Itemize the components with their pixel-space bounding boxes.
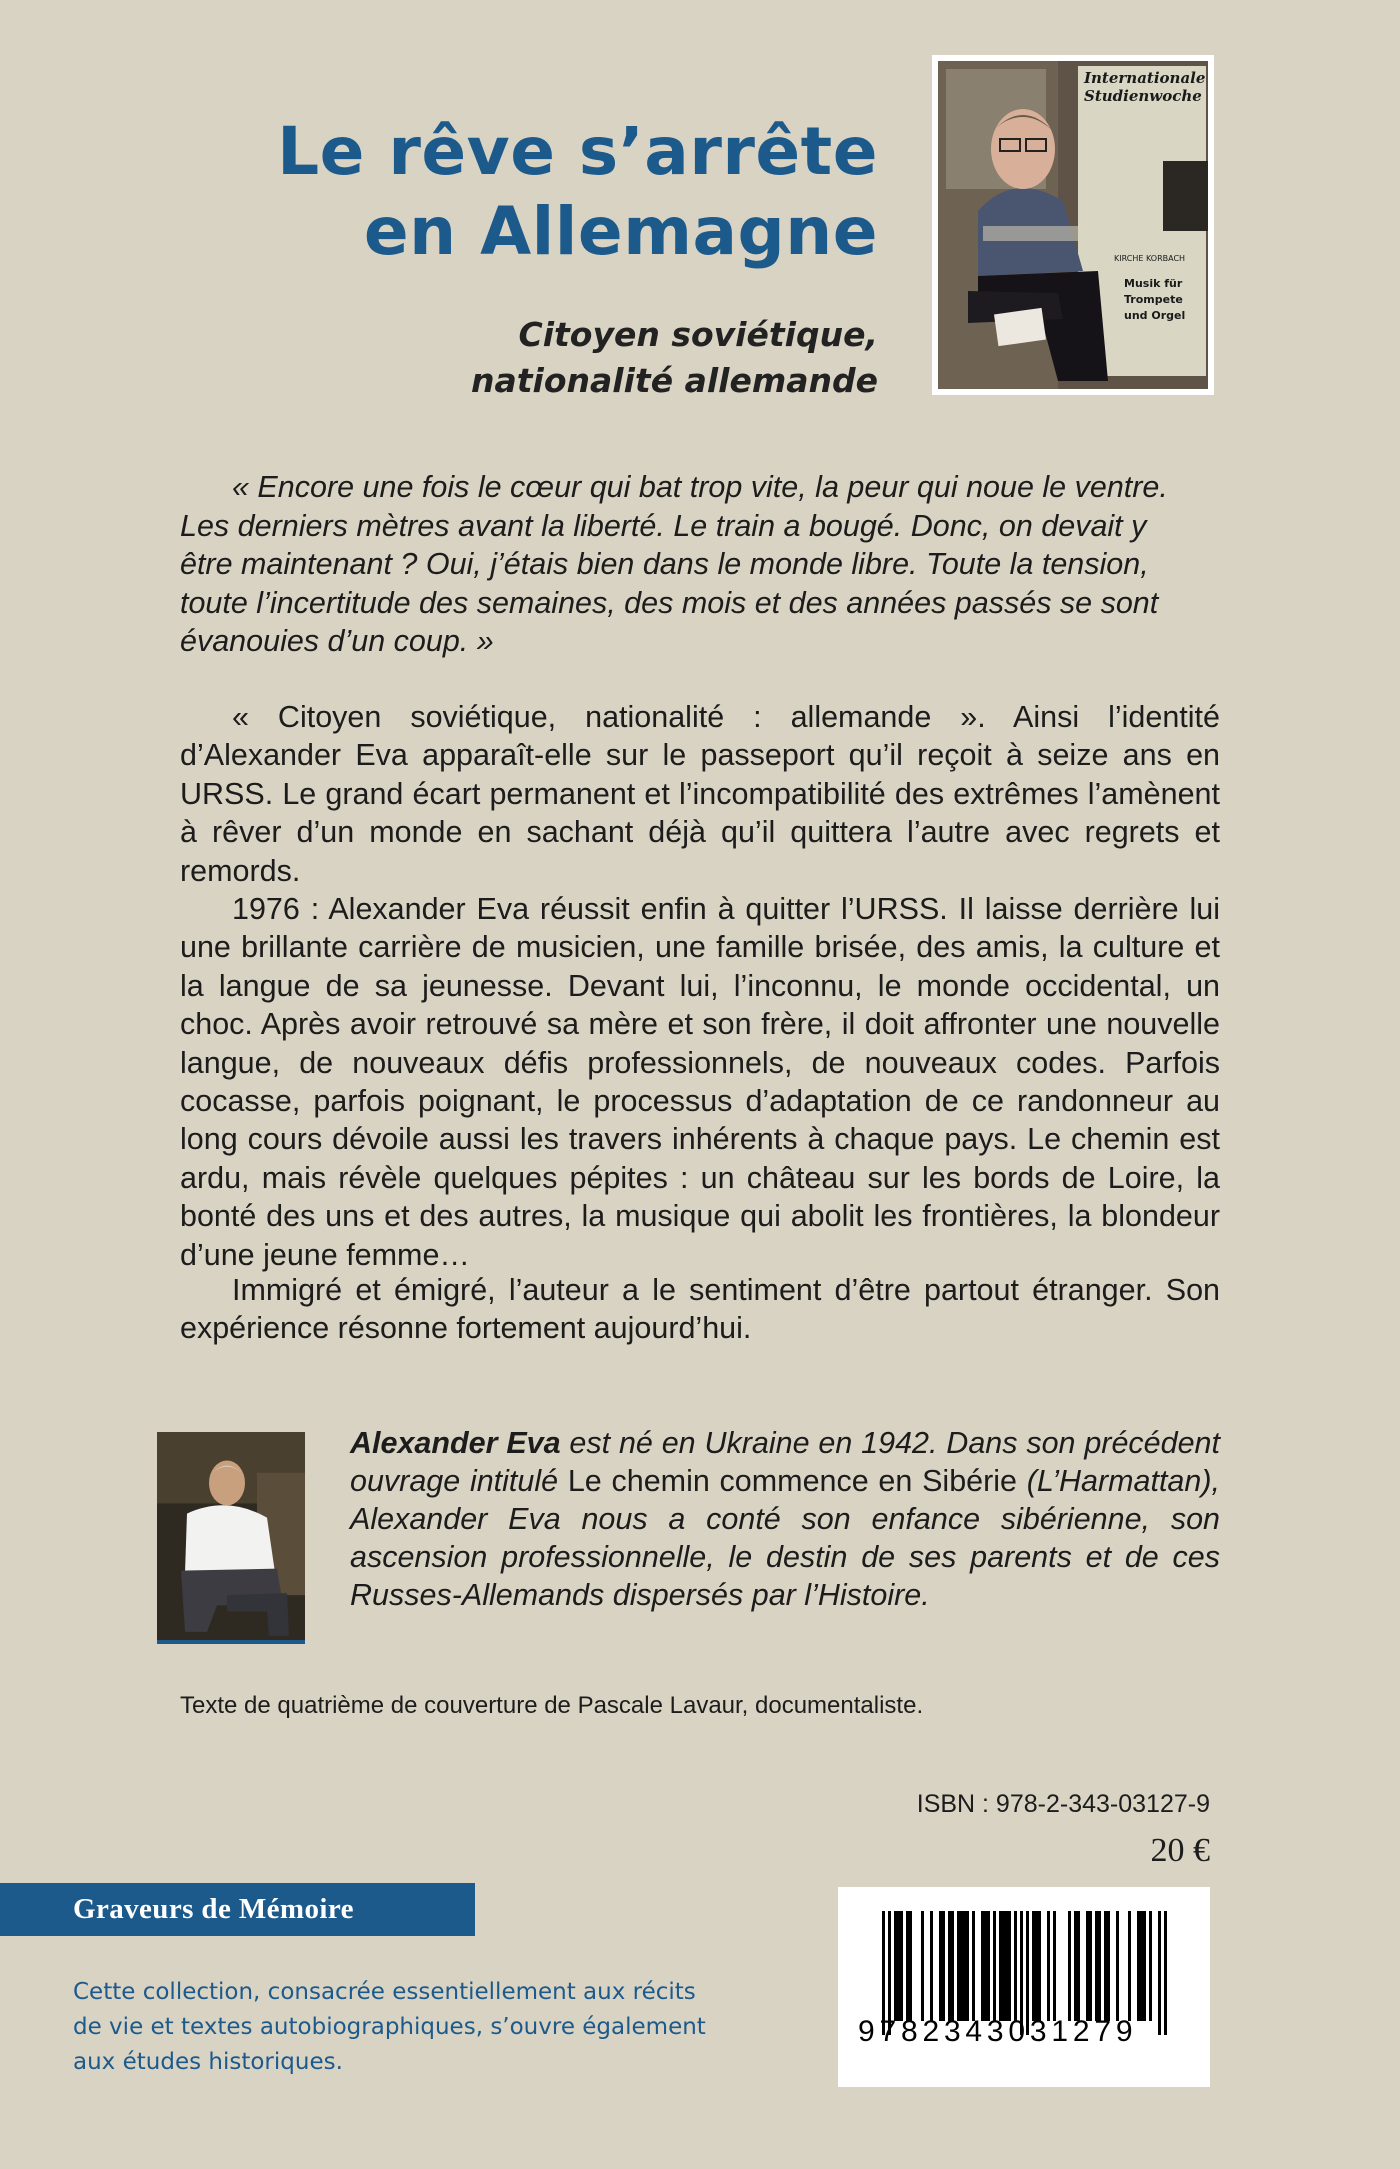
barcode-bar <box>1128 1911 1131 2021</box>
poster-line-3: und Orgel <box>1124 309 1186 322</box>
barcode-bar <box>1107 1911 1110 2021</box>
barcode-bar <box>1005 1911 1008 2021</box>
barcode-bar <box>993 1911 996 2021</box>
poster-heading-2: Studienwoche <box>1084 87 1202 105</box>
barcode-bar <box>1053 1911 1056 2021</box>
summary-paragraph-3 <box>180 1271 1220 1348</box>
book-title <box>277 112 878 272</box>
summary-paragraph-1 <box>180 698 1220 890</box>
barcode-bar <box>1086 1911 1089 2021</box>
poster-heading-1: Internationale <box>1084 69 1206 87</box>
collection-description <box>73 1975 713 2080</box>
barcode-bar <box>942 1911 945 2021</box>
barcode-bar <box>906 1911 909 2021</box>
collection-description-line-3: aux études historiques. <box>73 2049 343 2075</box>
author-bio-part-1: est né en Ukraine en 1942. Dans son précédent ouvrage intitulé <box>350 1426 1220 1498</box>
summary-paragraph-2 <box>180 890 1220 1274</box>
poster-line-1: Musik für <box>1124 277 1183 290</box>
author-name: Alexander Eva <box>350 1426 561 1460</box>
author-photo <box>157 1432 305 1644</box>
barcode-bar <box>1032 1911 1035 2021</box>
barcode-bar <box>921 1911 924 2021</box>
book-subtitle-line-1: Citoyen soviétique, <box>518 315 878 354</box>
barcode-digits: 9782343031279 <box>858 2015 1138 2048</box>
author-photo-image <box>157 1432 305 1640</box>
barcode-bar <box>1137 1911 1140 2021</box>
barcode-bar <box>1047 1911 1050 2021</box>
barcode-bar <box>1014 1911 1017 2021</box>
barcode-bar <box>966 1911 969 2021</box>
barcode-bar <box>900 1911 903 2021</box>
barcode-bar <box>1149 1911 1152 2021</box>
barcode-bar <box>897 1911 900 2021</box>
cover-photo-image <box>938 61 1208 389</box>
barcode-bar <box>1008 1911 1011 2021</box>
collection-description-line-1: Cette collection, consacrée essentiellement aux récits <box>73 1979 696 2005</box>
barcode-bar <box>930 1911 933 2021</box>
book-subtitle <box>471 312 878 404</box>
barcode-bar <box>957 1911 960 2021</box>
collection-banner <box>0 1883 475 1936</box>
book-title-line-2: en Allemagne <box>363 193 878 270</box>
barcode-bar <box>1098 1911 1101 2021</box>
opening-quote-line-4: toute l’incertitude des semaines, des mois et des années passés se sont <box>180 585 1159 620</box>
barcode-bar <box>1038 1911 1041 2021</box>
summary-paragraph-1-text: « Citoyen soviétique, nationalité : allemande ». Ainsi l’identité d’Alexander Eva apparaît-elle sur le passeport qu’il reçoit à seize ans en URSS. Le grand écart permanent et l’incompatibilité des extrêmes l’amènent à rêver d’un monde en sachant déjà qu’il quittera l’autre avec regrets et remords. <box>180 700 1220 888</box>
summary-paragraph-2-text: 1976 : Alexander Eva réussit enfin à quitter l’URSS. Il laisse derrière lui une brillante carrière de musicien, une famille brisée, des amis, la culture et la langue de sa jeunesse. Devant lui, l’inconnu, le monde occidental, un choc. Après avoir retrouvé sa mère et son frère, il doit affronter une nouvelle langue, de nouveaux défis professionnels, de nouveaux codes. Parfois cocasse, parfois poignant, le processus d’adaptation de ce randonneur au long cours dévoile aussi les travers inhérents à chaque pays. Le chemin est ardu, mais révèle quelques pépites : un château sur les bords de Loire, la bonté des uns et des autres, la musique qui abolit les frontières, la blondeur d’une jeune femme… <box>180 892 1220 1272</box>
opening-quote <box>180 468 1220 661</box>
collection-description-line-2: de vie et textes autobiographiques, s’ouvre également <box>73 2014 706 2040</box>
barcode-bar <box>1068 1911 1071 2021</box>
opening-quote-line-2: Les derniers mètres avant la liberté. Le train a bougé. Donc, on devait y <box>180 508 1147 543</box>
book-title-line-1: Le rêve s’arrête <box>277 113 878 190</box>
barcode-bar <box>894 1911 897 2021</box>
opening-quote-line-1: « Encore une fois le cœur qui bat trop vite, la peur qui noue le ventre. <box>232 470 1168 504</box>
barcode-bar <box>1104 1911 1107 2021</box>
barcode-bar <box>939 1911 942 2021</box>
opening-quote-line-3: être maintenant ? Oui, j’étais bien dans le monde libre. Toute la tension, <box>180 547 1149 581</box>
barcode-bar <box>951 1911 954 2021</box>
barcode-bar <box>981 1911 984 2021</box>
barcode-bar <box>909 1911 912 2021</box>
barcode-bar <box>1116 1911 1119 2021</box>
barcode-bar <box>1077 1911 1080 2021</box>
barcode-bar <box>1035 1911 1038 2021</box>
cover-text-credit: Texte de quatrième de couverture de Pascale Lavaur, documentaliste. <box>180 1692 924 1719</box>
barcode-bar <box>960 1911 963 2021</box>
book-subtitle-line-2: nationalité allemande <box>471 361 878 400</box>
barcode-bar <box>972 1911 975 2021</box>
barcode-bar <box>987 1911 990 2021</box>
barcode-bar <box>1140 1911 1143 2021</box>
collection-name: Graveurs de Mémoire <box>73 1893 354 1925</box>
opening-quote-line-5: évanouies d’un coup. » <box>180 624 494 658</box>
isbn: ISBN : 978-2-343-03127-9 <box>916 1790 1210 1818</box>
barcode-bar <box>1074 1911 1077 2021</box>
barcode-bar <box>963 1911 966 2021</box>
barcode-bars <box>838 1887 1210 2087</box>
poster-location: KIRCHE KORBACH <box>1114 254 1186 263</box>
price: 20 € <box>1150 1832 1210 1869</box>
barcode-bar <box>1143 1911 1146 2021</box>
barcode-bar <box>1089 1911 1092 2021</box>
barcode-bar <box>984 1911 987 2021</box>
author-bio <box>350 1424 1220 1614</box>
barcode-bar <box>948 1911 951 2021</box>
previous-book-title: Le chemin commence en Sibérie <box>567 1464 1018 1498</box>
barcode <box>838 1887 1210 2087</box>
barcode-bar <box>999 1911 1002 2021</box>
author-bio-part-2: (L’Harmattan), Alexander Eva nous a conté son enfance sibérienne, son ascension professionnelle, le destin de ses parents et de ces Russes-Allemands dispersés par l’Histoire. <box>350 1464 1220 1612</box>
poster-line-2: Trompete <box>1124 293 1183 306</box>
cover-photo <box>932 55 1214 395</box>
barcode-bar <box>1002 1911 1005 2021</box>
barcode-bar <box>1095 1911 1098 2021</box>
summary-paragraph-3-text: Immigré et émigré, l’auteur a le sentiment d’être partout étranger. Son expérience résonne fortement aujourd’hui. <box>180 1273 1220 1346</box>
